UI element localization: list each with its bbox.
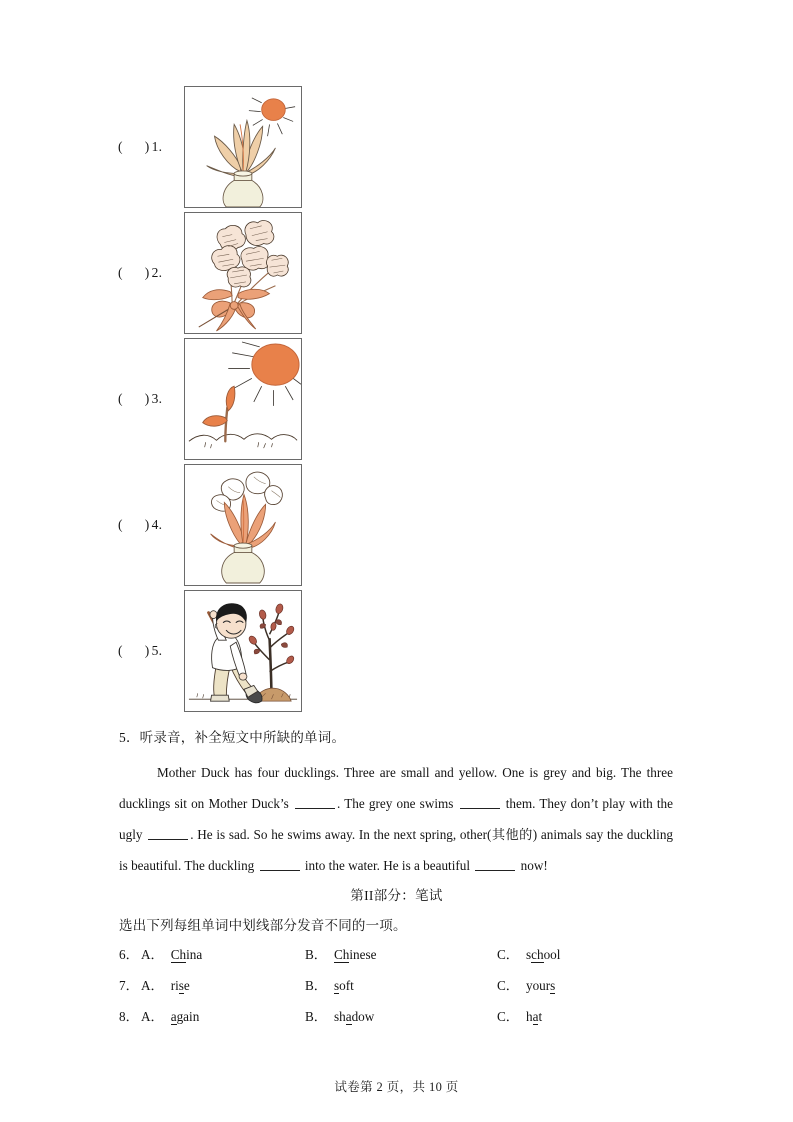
- passage-text: into the water. He is a beautiful: [301, 858, 474, 873]
- mc-option-letter: C．: [497, 978, 519, 993]
- mc-option-letter: A．: [141, 1009, 164, 1024]
- paren-open: (: [118, 391, 123, 406]
- question-number: 8．: [119, 1009, 139, 1024]
- item-number: 5.: [151, 643, 163, 658]
- mc-option-letter: B．: [305, 978, 327, 993]
- passage-text: them. They don’t play with the ugly: [119, 796, 673, 842]
- picture-plant-in-vase-with-sun: [184, 86, 302, 208]
- mc-option-word: shadow: [333, 1009, 375, 1024]
- answer-blank-3[interactable]: [118, 391, 184, 407]
- part-2-instruction: 选出下列每组单词中划线部分发音不同的一项。: [119, 918, 407, 933]
- mc-option-letter: A．: [141, 947, 164, 962]
- mc-option[interactable]: [305, 975, 354, 994]
- mc-option[interactable]: [305, 1006, 374, 1025]
- passage-text: . He is sad. So he swims away. In the next spring, other(其他的) animals say the duckling is beautiful. The duckling: [119, 827, 673, 873]
- mc-option-letter: C．: [497, 1009, 519, 1024]
- mc-option[interactable]: [141, 944, 202, 963]
- paren-open: (: [118, 517, 123, 532]
- mc-option-letter: B．: [305, 1009, 327, 1024]
- mc-option-letter: A．: [141, 978, 164, 993]
- mc-option[interactable]: [305, 944, 376, 963]
- question-number: 7．: [119, 978, 139, 993]
- item-number: 1.: [151, 139, 163, 154]
- mc-option[interactable]: [497, 944, 560, 963]
- mc-option-letter: B．: [305, 947, 327, 962]
- paren-close: ): [144, 391, 150, 406]
- answer-blank-4[interactable]: [118, 517, 184, 533]
- question-number: 6．: [119, 947, 139, 962]
- mc-option-word: rise: [170, 978, 190, 993]
- picture-matching-row: [118, 588, 678, 714]
- passage-blank[interactable]: [260, 870, 300, 871]
- page-footer: 试卷第 2 页，共 10 页: [334, 1080, 459, 1094]
- underlined-sound: Ch: [170, 947, 187, 962]
- question-5-heading: 5．听录音，补全短文中所缺的单词。: [119, 730, 346, 745]
- picture-seedling-sprout-with-sun: [184, 338, 302, 460]
- picture-matching-list: [118, 84, 678, 714]
- picture-matching-row: [118, 336, 678, 462]
- mc-option-word: hat: [525, 1009, 543, 1024]
- picture-matching-row: [118, 210, 678, 336]
- passage-text: now!: [517, 858, 548, 873]
- paren-close: ): [144, 139, 150, 154]
- mc-option-word: China: [170, 947, 203, 962]
- underlined-sound: s: [178, 978, 184, 993]
- passage-text: . The grey one swims: [336, 796, 458, 811]
- passage-blank[interactable]: [148, 839, 188, 840]
- picture-matching-row: [118, 84, 678, 210]
- cloze-passage: [119, 757, 673, 881]
- underlined-sound: a: [170, 1009, 177, 1024]
- underlined-sound: s: [333, 978, 340, 993]
- picture-flower-bouquet: [184, 212, 302, 334]
- item-number: 3.: [151, 391, 163, 406]
- paren-open: (: [118, 265, 123, 280]
- passage-blank[interactable]: [475, 870, 515, 871]
- item-number: 2.: [151, 265, 163, 280]
- picture-boy-planting-tree: [184, 590, 302, 712]
- part-2-heading: 第II部分：笔试: [350, 888, 443, 903]
- underlined-sound: a: [532, 1009, 539, 1024]
- mc-option-letter: C．: [497, 947, 519, 962]
- paren-close: ): [144, 517, 150, 532]
- underlined-sound: ch: [531, 947, 544, 962]
- underlined-sound: Ch: [333, 947, 350, 962]
- picture-matching-row: [118, 462, 678, 588]
- answer-blank-1[interactable]: [118, 139, 184, 155]
- mc-option-word: again: [170, 1009, 200, 1024]
- multiple-choice-list: [119, 944, 679, 1037]
- passage-blank[interactable]: [295, 808, 335, 809]
- item-number: 4.: [151, 517, 163, 532]
- mc-option[interactable]: [141, 975, 190, 994]
- mc-option-word: yours: [525, 978, 556, 993]
- multiple-choice-row: [119, 944, 679, 975]
- answer-blank-5[interactable]: [118, 643, 184, 659]
- paren-close: ): [144, 265, 150, 280]
- paren-open: (: [118, 643, 123, 658]
- mc-option[interactable]: [497, 1006, 542, 1025]
- answer-blank-2[interactable]: [118, 265, 184, 281]
- paren-open: (: [118, 139, 123, 154]
- multiple-choice-row: [119, 975, 679, 1006]
- mc-option-word: soft: [333, 978, 354, 993]
- underlined-sound: a: [345, 1009, 352, 1024]
- mc-option[interactable]: [141, 1006, 199, 1025]
- mc-option-word: Chinese: [333, 947, 377, 962]
- passage-blank[interactable]: [460, 808, 500, 809]
- paren-close: ): [144, 643, 150, 658]
- mc-option[interactable]: [497, 975, 555, 994]
- mc-option-word: school: [525, 947, 561, 962]
- passage-text: Mother Duck has four ducklings. Three are small and yellow. One is grey and big. The three ducklings sit on Mother Duck’s: [119, 765, 673, 811]
- multiple-choice-row: [119, 1006, 679, 1037]
- picture-flowers-in-vase: [184, 464, 302, 586]
- underlined-sound: s: [550, 978, 556, 993]
